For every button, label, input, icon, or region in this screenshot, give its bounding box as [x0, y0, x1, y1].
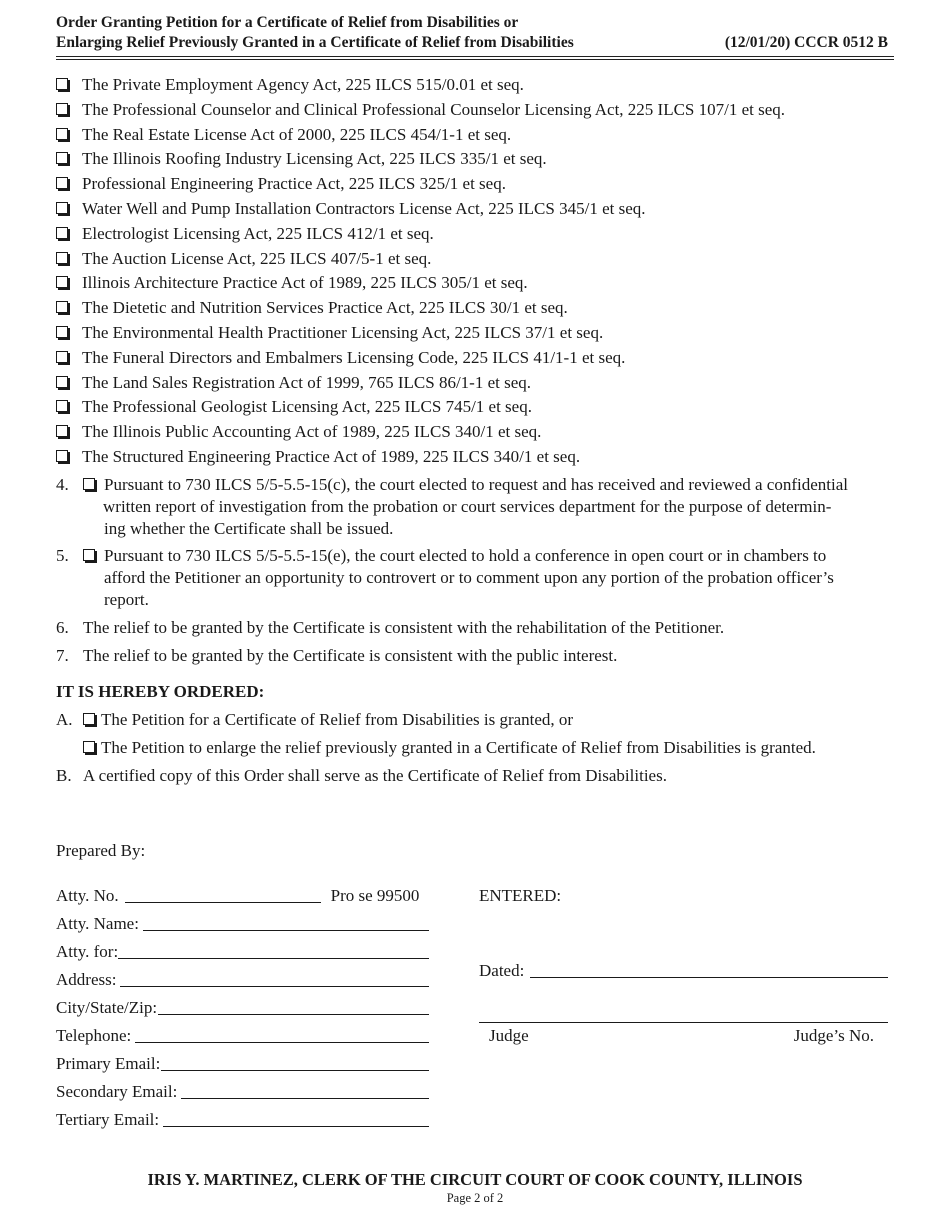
atty-no-field: [56, 885, 429, 907]
atty-name-field: [56, 913, 429, 935]
act-label: The Private Employment Agency Act, 225 ILCS 515/0.01 et seq.: [82, 75, 524, 94]
city-state-zip-field: [56, 997, 429, 1019]
entered-label: ENTERED:: [479, 886, 562, 905]
field-label: Atty. Name:: [56, 914, 139, 933]
finding-number: 7.: [56, 646, 69, 665]
act-label: The Illinois Public Accounting Act of 1989, 225 ILCS 340/1 et seq.: [82, 422, 542, 442]
field-label: City/State/Zip:: [56, 998, 158, 1017]
checkbox-icon[interactable]: [83, 478, 95, 490]
act-item: [56, 123, 896, 148]
dated-field: [479, 960, 888, 982]
form-title-line-1: Order Granting Petition for a Certificate of Relief from Disabilities or: [56, 14, 519, 31]
finding-line: ing whether the Certificate shall be issued.: [104, 519, 394, 538]
judge-signature-line[interactable]: [479, 1022, 888, 1023]
act-item: [56, 271, 896, 296]
order-a-2: [83, 737, 816, 759]
order-a: [56, 709, 573, 731]
page-number: Page 2 of 2: [446, 1191, 504, 1205]
field-label: Tertiary Email:: [56, 1110, 160, 1129]
order-label: A.: [56, 710, 73, 729]
checkbox-icon[interactable]: [56, 425, 68, 437]
act-item: [56, 296, 896, 321]
finding-number: 5.: [56, 546, 69, 565]
atty-for-input[interactable]: [118, 958, 429, 959]
address-input[interactable]: [120, 986, 429, 987]
order-b: [56, 765, 667, 787]
act-item: [56, 346, 896, 371]
order-heading: IT IS HEREBY ORDERED:: [56, 682, 265, 701]
form-title-line-2: Enlarging Relief Previously Granted in a Certificate of Relief from Disabilities: [56, 34, 574, 51]
checkbox-icon[interactable]: [56, 177, 68, 189]
finding-line: Pursuant to 730 ILCS 5/5-5.5-15(e), the court elected to hold a conference in open court or in chambers to: [104, 546, 827, 565]
act-label: The Land Sales Registration Act of 1999, 765 ILCS 86/1-1 et seq.: [82, 372, 532, 392]
address-field: [56, 969, 429, 991]
act-item: [56, 371, 896, 396]
act-label: Water Well and Pump Installation Contractors License Act, 225 ILCS 345/1 et seq.: [82, 198, 646, 218]
checkbox-icon[interactable]: [56, 351, 68, 363]
act-item: [56, 222, 896, 247]
dated-label: Dated:: [479, 961, 525, 980]
field-label: Telephone:: [56, 1026, 132, 1045]
field-label: Atty. No.: [56, 886, 119, 905]
field-label: Atty. for:: [56, 942, 119, 961]
order-b-text: A certified copy of this Order shall serve as the Certificate of Relief from Disabilities.: [83, 766, 667, 785]
act-label: The Real Estate License Act of 2000, 225 ILCS 454/1-1 et seq.: [82, 124, 512, 144]
act-item: [56, 247, 896, 272]
finding-text: [104, 545, 896, 611]
act-label: The Funeral Directors and Embalmers Licensing Code, 225 ILCS 41/1-1 et seq.: [82, 347, 626, 367]
checkbox-icon[interactable]: [56, 202, 68, 214]
order-a-option-2: The Petition to enlarge the relief previously granted in a Certificate of Relief from Disabilities is granted.: [101, 738, 816, 757]
page-footer: [0, 1170, 950, 1206]
finding-text: [104, 474, 896, 540]
finding-line: written report of investigation from the probation or court services department for the purpose of determin-: [103, 497, 832, 516]
checkbox-icon[interactable]: [56, 227, 68, 239]
finding-number: 6.: [56, 618, 69, 637]
header-divider: [56, 56, 894, 57]
checkbox-icon[interactable]: [56, 78, 68, 90]
header-divider-thin: [56, 59, 894, 60]
finding-line: report.: [104, 590, 149, 609]
atty-no-input[interactable]: [125, 902, 321, 903]
act-item: [56, 420, 896, 445]
finding-text: The relief to be granted by the Certificate is consistent with the rehabilitation of the Petitioner.: [83, 618, 725, 637]
checkbox-icon[interactable]: [56, 276, 68, 288]
secondary-email-field: [56, 1081, 429, 1103]
tertiary-email-input[interactable]: [163, 1126, 429, 1127]
field-label: Secondary Email:: [56, 1082, 178, 1101]
checkbox-icon[interactable]: [56, 128, 68, 140]
act-label: The Structured Engineering Practice Act of 1989, 225 ILCS 340/1 et seq.: [82, 446, 581, 466]
secondary-email-input[interactable]: [181, 1098, 429, 1099]
order-label: B.: [56, 766, 72, 785]
checkbox-icon[interactable]: [83, 741, 95, 753]
checkbox-icon[interactable]: [56, 152, 68, 164]
form-code: (12/01/20) CCCR 0512 B: [724, 34, 888, 51]
atty-for-field: [56, 941, 429, 963]
checkbox-icon[interactable]: [83, 713, 95, 725]
act-label: Electrologist Licensing Act, 225 ILCS 412/1 et seq.: [82, 223, 434, 243]
act-item: [56, 395, 896, 420]
checkbox-icon[interactable]: [56, 326, 68, 338]
act-label: The Auction License Act, 225 ILCS 407/5-1 et seq.: [82, 248, 432, 268]
prepared-by-label: Prepared By:: [56, 841, 146, 860]
checkbox-icon[interactable]: [56, 376, 68, 388]
checkbox-icon[interactable]: [56, 252, 68, 264]
act-label: The Dietetic and Nutrition Services Practice Act, 225 ILCS 30/1 et seq.: [82, 298, 568, 318]
checkbox-icon[interactable]: [56, 103, 68, 115]
order-a-option-1: The Petition for a Certificate of Relief from Disabilities is granted, or: [101, 710, 574, 729]
act-label: The Professional Counselor and Clinical Professional Counselor Licensing Act, 225 ILCS 107/1 et seq.: [82, 99, 786, 119]
clerk-name: IRIS Y. MARTINEZ, CLERK OF THE CIRCUIT COURT OF COOK COUNTY, ILLINOIS: [147, 1170, 803, 1189]
judge-number-label: Judge’s No.: [793, 1026, 874, 1045]
dated-input[interactable]: [530, 977, 888, 978]
act-label: The Illinois Roofing Industry Licensing Act, 225 ILCS 335/1 et seq.: [82, 149, 547, 169]
finding-line: Pursuant to 730 ILCS 5/5-5.5-15(c), the court elected to request and has received and reviewed a confidential: [104, 475, 848, 494]
act-item: [56, 445, 896, 470]
pro-se-number: Pro se 99500: [330, 886, 420, 905]
primary-email-input[interactable]: [161, 1070, 429, 1071]
tertiary-email-field: [56, 1109, 429, 1131]
act-item: [56, 73, 896, 98]
act-label: The Environmental Health Practitioner Licensing Act, 225 ILCS 37/1 et seq.: [82, 322, 604, 342]
telephone-field: [56, 1025, 429, 1047]
act-item: [56, 321, 896, 346]
primary-email-field: [56, 1053, 429, 1075]
act-item: [56, 197, 896, 222]
judge-label: Judge: [489, 1026, 529, 1045]
field-label: Primary Email:: [56, 1054, 161, 1073]
act-label: The Professional Geologist Licensing Act, 225 ILCS 745/1 et seq.: [82, 397, 532, 417]
act-item: [56, 147, 896, 172]
checkbox-icon[interactable]: [83, 549, 95, 561]
checkbox-icon[interactable]: [56, 301, 68, 313]
atty-name-input[interactable]: [143, 930, 429, 931]
page-header: [56, 13, 894, 53]
city-state-zip-input[interactable]: [158, 1014, 429, 1015]
act-item: [56, 172, 896, 197]
checkbox-icon[interactable]: [56, 400, 68, 412]
act-label: Illinois Architecture Practice Act of 1989, 225 ILCS 305/1 et seq.: [82, 273, 528, 293]
finding-number: 4.: [56, 475, 69, 494]
licensing-acts-list: [56, 73, 896, 470]
act-label: Professional Engineering Practice Act, 225 ILCS 325/1 et seq.: [82, 174, 506, 194]
finding-text: The relief to be granted by the Certificate is consistent with the public interest.: [83, 646, 618, 665]
act-item: [56, 98, 896, 123]
field-label: Address:: [56, 970, 117, 989]
finding-line: afford the Petitioner an opportunity to controvert or to comment upon any portion of the probation officer’s: [104, 568, 834, 587]
telephone-input[interactable]: [135, 1042, 429, 1043]
checkbox-icon[interactable]: [56, 450, 68, 462]
